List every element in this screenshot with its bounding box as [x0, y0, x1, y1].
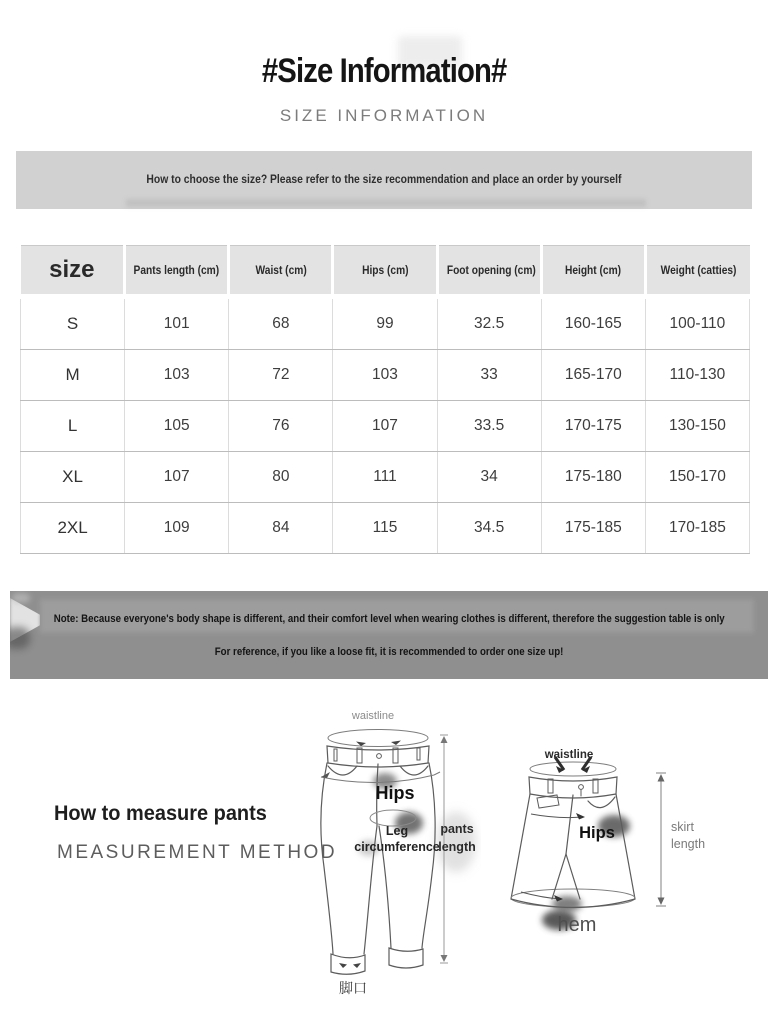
skirt-measurement-diagram: [493, 742, 713, 942]
cell-value: 84: [229, 503, 333, 554]
cell-value: 170-175: [541, 401, 645, 452]
column-header-hips: Hips (cm): [333, 246, 437, 297]
cell-value: 103: [333, 350, 437, 401]
cell-value: 107: [125, 452, 229, 503]
size-table-row-m: [21, 350, 750, 401]
cell-value: 115: [333, 503, 437, 554]
page-title: #Size Information#: [261, 52, 507, 90]
cell-value: 105: [125, 401, 229, 452]
pants-length-label-2: length: [438, 840, 476, 854]
pants-waistline-label: waistline: [351, 710, 395, 722]
artifact-dark-blob: [10, 627, 30, 649]
cell-value: 111: [333, 452, 437, 503]
cell-value: 175-185: [541, 503, 645, 554]
cell-value: 150-170: [645, 452, 749, 503]
column-header-weight: Weight (catties): [645, 246, 749, 297]
artifact-light-blob: [12, 593, 30, 603]
column-header-waist: Waist (cm): [229, 246, 333, 297]
size-choose-banner: [16, 151, 752, 209]
cell-value: 130-150: [645, 401, 749, 452]
cell-size: S: [21, 297, 125, 350]
cell-value: 103: [125, 350, 229, 401]
cell-value: 160-165: [541, 297, 645, 350]
skirt-length-label-2: length: [671, 837, 706, 851]
size-table-row-xl: [21, 452, 750, 503]
column-header-height: Height (cm): [541, 246, 645, 297]
artifact-ghost-text: [126, 199, 646, 207]
pants-foot-opening-label: 脚口: [339, 980, 367, 996]
pants-hips-label: Hips: [375, 783, 415, 803]
note-banner: [10, 591, 768, 679]
cell-size: M: [21, 350, 125, 401]
page-subtitle: SIZE INFORMATION: [279, 106, 489, 125]
size-table-row-s: [21, 297, 750, 350]
size-table-row-2xl: [21, 503, 750, 554]
skirt-hips-label: Hips: [579, 824, 615, 842]
cell-value: 101: [125, 297, 229, 350]
pants-leg-label-1: Leg: [385, 824, 409, 838]
skirt-hem-label: hem: [557, 914, 597, 936]
measure-heading: How to measure pants: [54, 802, 267, 825]
cell-value: 109: [125, 503, 229, 554]
cell-value: 68: [229, 297, 333, 350]
skirt-length-label-1: skirt: [671, 820, 694, 834]
cell-value: 170-185: [645, 503, 749, 554]
cell-size: XL: [21, 452, 125, 503]
size-choose-banner-text: How to choose the size? Please refer to the size recommendation and place an order by yourself: [146, 174, 622, 186]
cell-value: 72: [229, 350, 333, 401]
cell-size: L: [21, 401, 125, 452]
cell-value: 80: [229, 452, 333, 503]
cell-value: 165-170: [541, 350, 645, 401]
cell-value: 175-180: [541, 452, 645, 503]
cell-value: 99: [333, 297, 437, 350]
cell-value: 34: [437, 452, 541, 503]
pants-measurement-diagram: [313, 702, 481, 1007]
cell-value: 76: [229, 401, 333, 452]
skirt-waistline-label: waistline: [544, 749, 594, 761]
column-header-pants-length: Pants length (cm): [125, 246, 229, 297]
cell-value: 33.5: [437, 401, 541, 452]
size-table-row-l: [21, 401, 750, 452]
cell-value: 34.5: [437, 503, 541, 554]
pants-length-label-1: pants: [440, 822, 474, 836]
cell-value: 110-130: [645, 350, 749, 401]
note-line-2: For reference, if you like a loose fit, it is recommended to order one size up!: [214, 645, 564, 658]
measure-subheading: MEASUREMENT METHOD: [57, 842, 338, 863]
size-table: [20, 245, 750, 554]
cell-value: 33: [437, 350, 541, 401]
column-header-size: size: [21, 246, 125, 297]
size-table-header-row: [21, 246, 750, 297]
skirt-length-line: [656, 773, 666, 906]
note-line-1: Note: Because everyone's body shape is different, and their comfort level when wearing clothes is different, therefore the suggestion table is only: [53, 612, 725, 625]
column-header-foot-opening: Foot opening (cm): [437, 246, 541, 297]
cell-value: 107: [333, 401, 437, 452]
cell-size: 2XL: [21, 503, 125, 554]
cell-value: 100-110: [645, 297, 749, 350]
pants-leg-label-2: circumference: [354, 840, 440, 854]
cell-value: 32.5: [437, 297, 541, 350]
